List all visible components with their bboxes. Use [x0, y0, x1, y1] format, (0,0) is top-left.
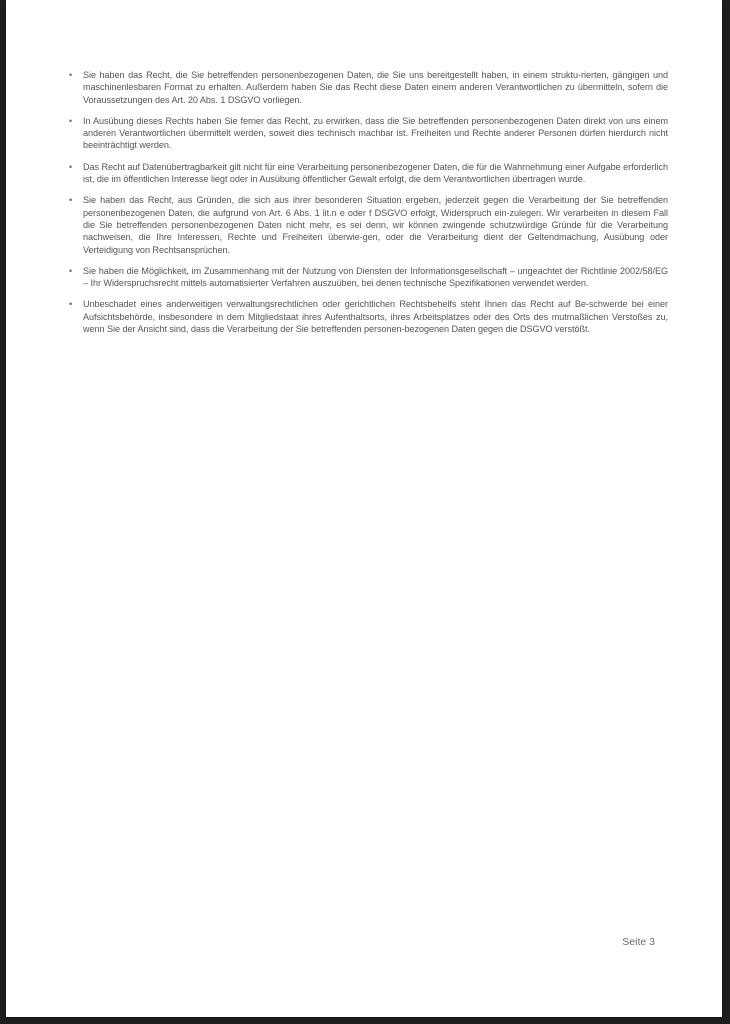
list-item [68, 115, 668, 152]
bullet-icon: • [69, 70, 73, 80]
bullet-text: Sie haben das Recht, aus Gründen, die sich aus ihrer besonderen Situation ergeben, jederzeit gegen die Verarbeitung der Sie betreffenden personenbezogenen Daten, die aufgrund von Art. 6 Abs. 1 lit.n e oder f DSGVO erfolgt, Widerspruch ein-zulegen. Wir verarbeiten in diesem Fall die Sie betreffenden personenbezogenen Daten nicht mehr, es sei denn, wir können zwingende schutzwürdige Gründe für die Verarbeitung nachweisen, die Ihre Interessen, Rechte und Freiheiten überwie-gen, oder die Verarbeitung dient der Geltendmachung, Ausübung oder Verteidigung von Rechtsansprüchen. [83, 195, 668, 255]
list-item [68, 69, 668, 106]
page-number: Seite 3 [622, 936, 655, 948]
list-item [68, 298, 668, 335]
bullet-icon: • [69, 115, 73, 126]
list-item [68, 265, 668, 290]
bullet-icon: • [69, 161, 73, 172]
bullet-icon: • [69, 265, 73, 276]
bullet-list [68, 69, 668, 344]
document-page [6, 0, 722, 1017]
bullet-text: Sie haben das Recht, die Sie betreffenden personenbezogenen Daten, die Sie uns bereitgestellt haben, in einem struktu-rierten, gängigen und maschinenlesbaren Format zu erhalten. Außerdem haben Sie das Recht diese Daten einem anderen Verantwortlichen zu übermitteln, sofern die Voraussetzungen des Art. 20 Abs. 1 DSGVO vorliegen. [83, 70, 668, 105]
bullet-text: Das Recht auf Datenübertragbarkeit gilt nicht für eine Verarbeitung personenbezogener Daten, die für die Wahrnehmung einer Aufgabe erforderlich ist, die im öffentlichen Interesse liegt oder in Ausübung öffentlicher Gewalt erfolgt, die dem Verantwortlichen übertragen wurde. [83, 161, 668, 185]
bullet-text: Sie haben die Möglichkeit, im Zusammenhang mit der Nutzung von Diensten der Informationsgesellschaft – ungeachtet der Richtlinie 2002/58/EG – Ihr Widerspruchsrecht mittels automatisierter Verfahren auszuüben, bei denen technische Spezifikationen verwendet werden. [83, 265, 668, 289]
bullet-text: In Ausübung dieses Rechts haben Sie ferner das Recht, zu erwirken, dass die Sie betreffenden personenbezogenen Daten direkt von uns einem anderen Verantwortlichen übermittelt werden, soweit dies technisch machbar ist. Freiheiten und Rechte anderer Personen dürfen hierdurch nicht beeinträchtigt werden. [83, 115, 668, 151]
bullet-icon: • [69, 195, 73, 206]
list-item [68, 194, 668, 255]
list-item [68, 161, 668, 186]
bullet-icon: • [69, 299, 73, 310]
bullet-text: Unbeschadet eines anderweitigen verwaltungsrechtlichen oder gerichtlichen Rechtsbehelfs steht Ihnen das Recht auf Be-schwerde bei einer Aufsichtsbehörde, insbesondere in dem Mitgliedstaat ihres Aufenthaltsorts, ihres Arbeitsplatzes oder des Orts des mutmaßlichen Verstoßes zu, wenn Sie der Ansicht sind, dass die Verarbeitung der Sie betreffenden personen-bezogenen Daten gegen die DSGVO verstößt. [83, 299, 668, 335]
